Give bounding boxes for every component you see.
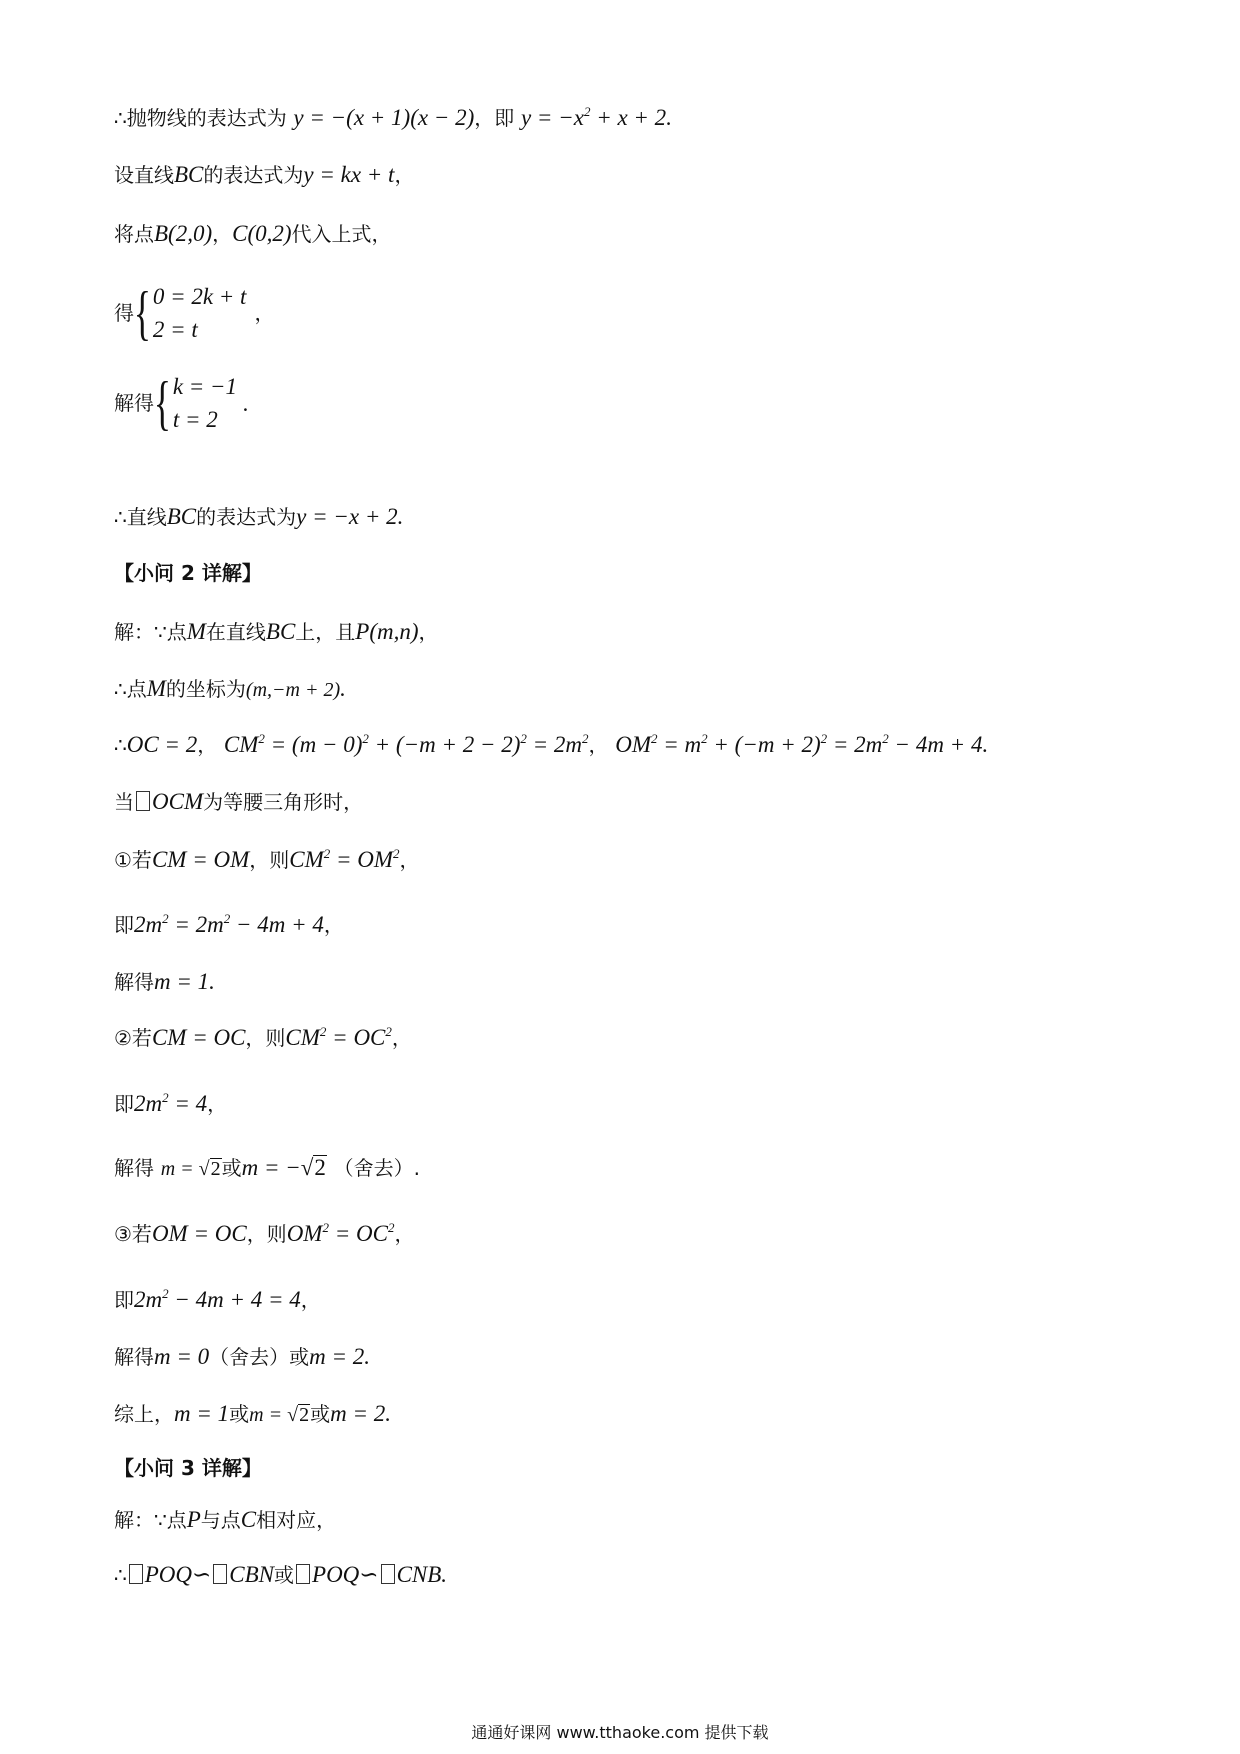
section-heading-3: 【小问 3 详解】	[114, 1456, 262, 1480]
triangle-symbol-icon	[296, 1564, 310, 1584]
brace-icon: {	[133, 280, 152, 346]
line-set-bc: 设直线BC的表达式为y = kx + t，	[114, 162, 415, 187]
line-correspondence: 解：∵点P与点C相对应，	[114, 1507, 337, 1532]
line-case-1-eq: 即$2m^2 = 2m^2 - 4m + 4$，	[114, 911, 344, 937]
line-substitute-points: 将点B(2,0)，C(0,2)代入上式，	[114, 221, 392, 246]
triangle-symbol-icon	[381, 1564, 395, 1584]
brace-icon: {	[153, 370, 172, 436]
line-case-2-eq: 即$2m^2 = 4$，	[114, 1090, 228, 1116]
line-case-1: ①若CM = OM，则$CM^2 = OM^2$，	[114, 846, 420, 872]
line-system-1: 得 { 0 = 2k + t 2 = t ，	[114, 280, 275, 346]
line-system-2: 解得 { k = −1 t = 2 .	[114, 370, 249, 436]
line-similar-triangles: ∴ POQ∽ CBN或 POQ∽ CNB.	[114, 1562, 448, 1587]
line-bc-expression: ∴直线BC的表达式为y = −x + 2.	[114, 504, 404, 529]
line-isosceles: 当 OCM为等腰三角形时，	[114, 789, 364, 814]
line-summary: 综上，m = 1或m = √2或m = 2.	[114, 1401, 391, 1426]
line-point-m: 解：∵点M在直线BC上，且P(m,n)，	[114, 619, 439, 644]
line-case-3: ③若OM = OC，则$OM^2 = OC^2$，	[114, 1220, 415, 1246]
line-m-coord: ∴点M的坐标为(m,−m + 2).	[114, 676, 346, 701]
triangle-symbol-icon	[213, 1564, 227, 1584]
line-case-2-solve: 解得 m = √2或m = −√2 （舍去）.	[114, 1155, 420, 1180]
triangle-symbol-icon	[136, 791, 150, 811]
triangle-symbol-icon	[129, 1564, 143, 1584]
line-case-2: ②若CM = OC，则$CM^2 = OC^2$，	[114, 1024, 412, 1050]
page-footer: 通通好课网 www.tthaoke.com 提供下载	[471, 1723, 769, 1742]
line-parabola-expression: ∴抛物线的表达式为 y = −(x + 1)(x − 2)，即 $y = -x^2 + x + 2$.	[114, 104, 672, 130]
line-case-3-eq: 即$2m^2 - 4m + 4 = 4$，	[114, 1286, 321, 1312]
line-distances: ∴OC = 2， $CM^2 = (m - 0)^2 + (-m + 2 - 2)^2 = 2m^2$， $OM^2 = m^2 + (-m + 2)^2 = 2m^2 - 4m + 4$.	[114, 731, 989, 757]
line-case-1-solve: 解得m = 1.	[114, 969, 215, 994]
section-heading-2: 【小问 2 详解】	[114, 561, 262, 585]
line-case-3-solve: 解得m = 0（舍去）或m = 2.	[114, 1344, 371, 1369]
